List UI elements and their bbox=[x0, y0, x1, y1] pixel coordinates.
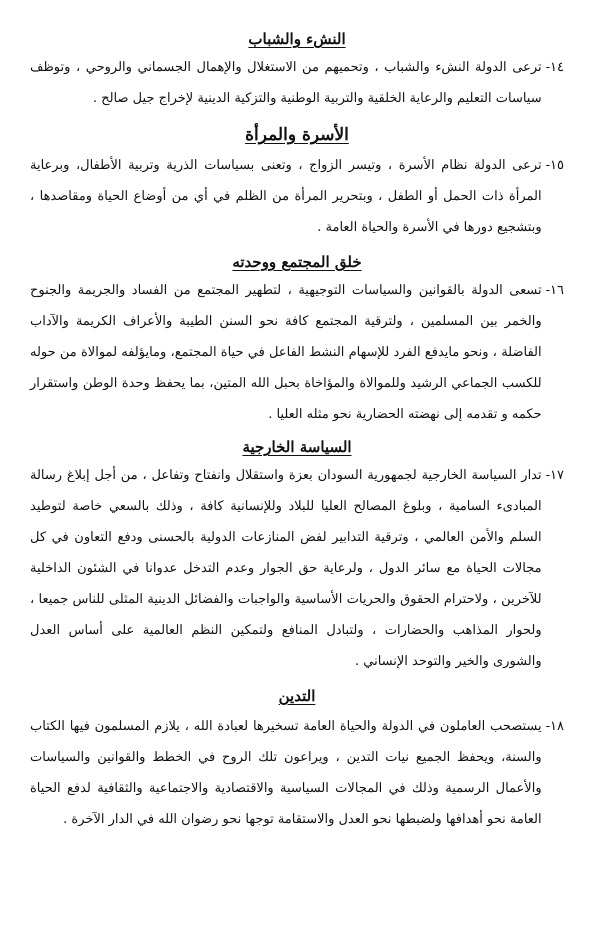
article-text: تسعى الدولة بالقوانين والسياسات التوجيهية ، لتطهير المجتمع من الفساد والجريمة والجنوح والخمر بين المسلمين ، ولترقية المجتمع كافة نحو السنن الطيبة والأعراف الكريمة والآداب الفاضلة ، ونحو مايدفع الفرد للإسهام النشط الفاعل في حياة المجتمع، ومايؤلفه لموالاة من حوله للكسب الجماعي الرشيد وللموالاة والمؤاخاة بحبل الله المتين، بما يحفظ وحدة الوطن واستقرار حكمه و تقدمه إلى نهضته الحضارية نحو مثله العليا . bbox=[30, 283, 542, 422]
article-14 bbox=[30, 52, 564, 114]
article-number: ١٨- bbox=[545, 719, 564, 734]
article-number: ١٧- bbox=[545, 468, 564, 483]
section-youth bbox=[30, 28, 564, 114]
article-text: ترعى الدولة النشء والشباب ، وتحميهم من الاستغلال والإهمال الجسماني والروحي ، وتوظف سياسات التعليم والرعاية الخلقية والتربية الوطنية والتزكية الدينية لإخراج جيل صالح . bbox=[30, 60, 542, 106]
article-18 bbox=[30, 711, 564, 835]
section-society bbox=[30, 251, 564, 430]
article-text: يستصحب العاملون في الدولة والحياة العامة تسخيرها لعبادة الله ، يلازم المسلمون فيها الكتاب والسنة، ويحفظ الجميع نيات التدين ، ويراعون تلك الروح في الخطط والقوانين والسياسات والأعمال الرسمية وذلك في المجالات السياسية والاقتصادية والاجتماعية والثقافية لدفع الحياة العامة نحو أهدافها ولضبطها نحو العدل والاستقامة توجها نحو رضوان الله في الدار الآخرة . bbox=[30, 719, 542, 827]
section-family bbox=[30, 122, 564, 243]
article-text: ترعى الدولة نظام الأسرة ، وتيسر الزواج ، وتعنى بسياسات الذرية وتربية الأطفال، وبرعاية المرأة ذات الحمل أو الطفل ، وبتحرير المرأة من الظلم في أي من أوضاع الحياة ومقاصدها ، وبتشجيع دورها في الأسرة والحياة العامة . bbox=[30, 158, 542, 235]
article-15 bbox=[30, 150, 564, 243]
section-heading-society: خلق المجتمع ووحدته bbox=[232, 253, 362, 271]
section-heading-foreign-policy: السياسة الخارجية bbox=[242, 438, 352, 456]
article-number: ١٥- bbox=[545, 158, 564, 173]
article-number: ١٤- bbox=[545, 60, 564, 75]
section-heading-religiosity: التدين bbox=[278, 687, 316, 705]
article-text: تدار السياسة الخارجية لجمهورية السودان بعزة واستقلال وانفتاح وتفاعل ، من أجل إبلاغ رسالة المبادىء السامية ، وبلوغ المصالح العليا للبلاد وللإنسانية كافة ، وذلك بالسعي خاصة لتوطيد السلم والأمن العالمي ، وترقية التدابير لفض المنازعات الدولية بالحسنى ودفع التعاون في كل مجالات الحياة مع سائر الدول ، ولرعاية حق الجوار وعدم التدخل عدوانا في الشئون الداخلية للآخرين ، ولاحترام الحقوق والحريات الأساسية والواجبات والفضائل الدينية المثلى للناس جميعا ، ولحوار المذاهب والحضارات ، ولتبادل المنافع ولتمكين النظم العالمية على أساس العدل والشورى والخير والتوحد الإنساني . bbox=[30, 468, 542, 669]
section-heading-family: الأسرة والمرأة bbox=[245, 125, 349, 145]
section-heading-youth: النشء والشباب bbox=[248, 30, 346, 48]
section-foreign-policy bbox=[30, 436, 564, 677]
section-religiosity bbox=[30, 685, 564, 835]
article-number: ١٦- bbox=[545, 283, 564, 298]
article-17 bbox=[30, 460, 564, 677]
article-16 bbox=[30, 275, 564, 430]
